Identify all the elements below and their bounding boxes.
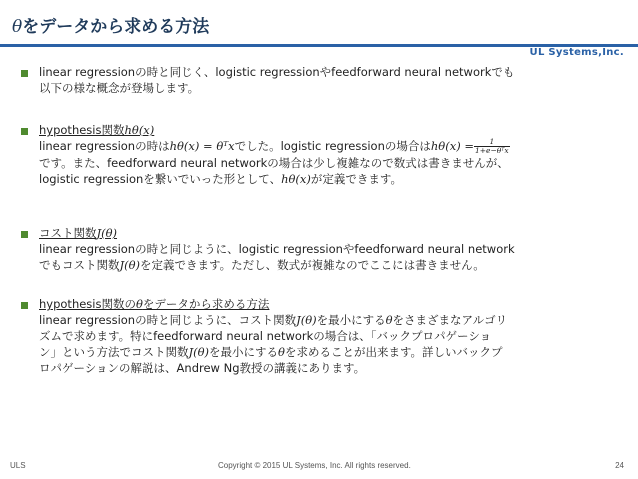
bullet-3-line-2: linear regressionの時と同じように、logistic regressionやfeedforward neural network [39,242,515,256]
bullet-3-line-3-a: でもコスト関数 [39,258,120,272]
bullet-4 [39,296,624,376]
bullet-4-heading-a: hypothesis関数の [39,297,136,311]
bullet-2-line-3: です。また、feedforward neural networkの場合は少し複雑なので数式は書きませんが、 [39,156,509,170]
footer-copyright: Copyright © 2015 UL Systems, Inc. All rights reserved. [218,461,411,470]
title-theta: θ [12,17,23,37]
bullet-4-line-2-b: を最小にする [316,313,386,327]
bullet-4-line-2-a: linear regressionの時と同じように、コスト関数 [39,313,297,327]
company-logo: UL Systems,Inc. [529,47,624,58]
bullet-4-heading-math: θ [135,297,143,311]
bullet-marker-3 [21,231,28,238]
bullet-4-line-4-c: を求めることが出来ます。詳しいバックプ [284,345,503,359]
bullet-3-line-3-math: J(θ) [119,258,141,272]
sigmoid-fraction [474,138,510,155]
fraction-denominator: 1+e−θᵀx [474,146,509,155]
fraction-numerator: 1 [474,138,510,147]
bullet-marker-4 [21,302,28,309]
slide-title [12,12,209,37]
bullet-3-heading [39,225,624,241]
bullet-marker-1 [21,70,28,77]
bullet-2-heading-math: hθ(x) [124,123,155,137]
bullet-4-line-5: ロパゲーションの解説は、Andrew Ng教授の講義にあります。 [39,361,366,375]
bullet-2-line-2-b: でした。logistic regressionの場合は [234,139,431,153]
bullet-4-line-4-m2: θ [278,345,285,359]
bullet-4-line-2-c: をさまざまなアルゴリ [392,313,508,327]
bullet-1-line-2: 以下の様な概念が登場します。 [39,81,200,95]
bullet-4-line-4-b: を最小にする [209,345,279,359]
bullet-3 [39,225,624,273]
bullet-2-heading [39,122,624,138]
bullet-3-line-3 [39,257,624,273]
title-text: をデータから求める方法 [22,17,210,37]
bullet-4-line-4 [39,344,624,360]
bullet-2 [39,122,624,187]
bullet-4-line-4-a: ン」という方法でコスト関数 [39,345,189,359]
bullet-2-line-4-b: が定義できます。 [310,172,402,186]
bullet-marker-2 [21,128,28,135]
bullet-4-line-4-m1: J(θ) [188,345,210,359]
bullet-3-line-3-b: を定義できます。ただし、数式が複雑なのでここには書きません。 [140,258,485,272]
footer-left: ULS [10,461,26,470]
bullet-4-line-2-m1: J(θ) [296,313,317,327]
bullet-3-heading-text: コスト関数 [39,226,97,240]
bullet-2-line-4-math: hθ(x) [281,172,311,186]
bullet-4-line-3: ズムで求めます。特にfeedforward neural networkの場合は、「バックプロパゲーショ [39,329,492,343]
bullet-4-line-2-m2: θ [385,313,393,327]
bullet-4-heading-b: をデータから求める方法 [142,297,270,311]
bullet-2-line-4-a: logistic regressionを繋いでいった形として、 [39,172,282,186]
bullet-2-line-2-math: hθ(x) = θᵀx [169,139,235,153]
page-number: 24 [615,461,624,470]
bullet-4-heading [39,296,624,312]
bullet-2-line-2-math2: hθ(x) = [430,139,474,153]
bullet-2-line-2-a: linear regressionの時は [39,139,170,153]
bullet-2-line-2 [39,138,624,155]
bullet-2-line-4 [39,171,624,187]
bullet-1 [39,64,624,96]
bullet-4-line-2 [39,312,624,328]
bullet-1-line-1: linear regressionの時と同じく、logistic regressionやfeedforward neural networkでも [39,65,515,79]
bullet-3-heading-math: J(θ) [96,226,118,240]
bullet-2-heading-text: hypothesis関数 [39,123,125,137]
